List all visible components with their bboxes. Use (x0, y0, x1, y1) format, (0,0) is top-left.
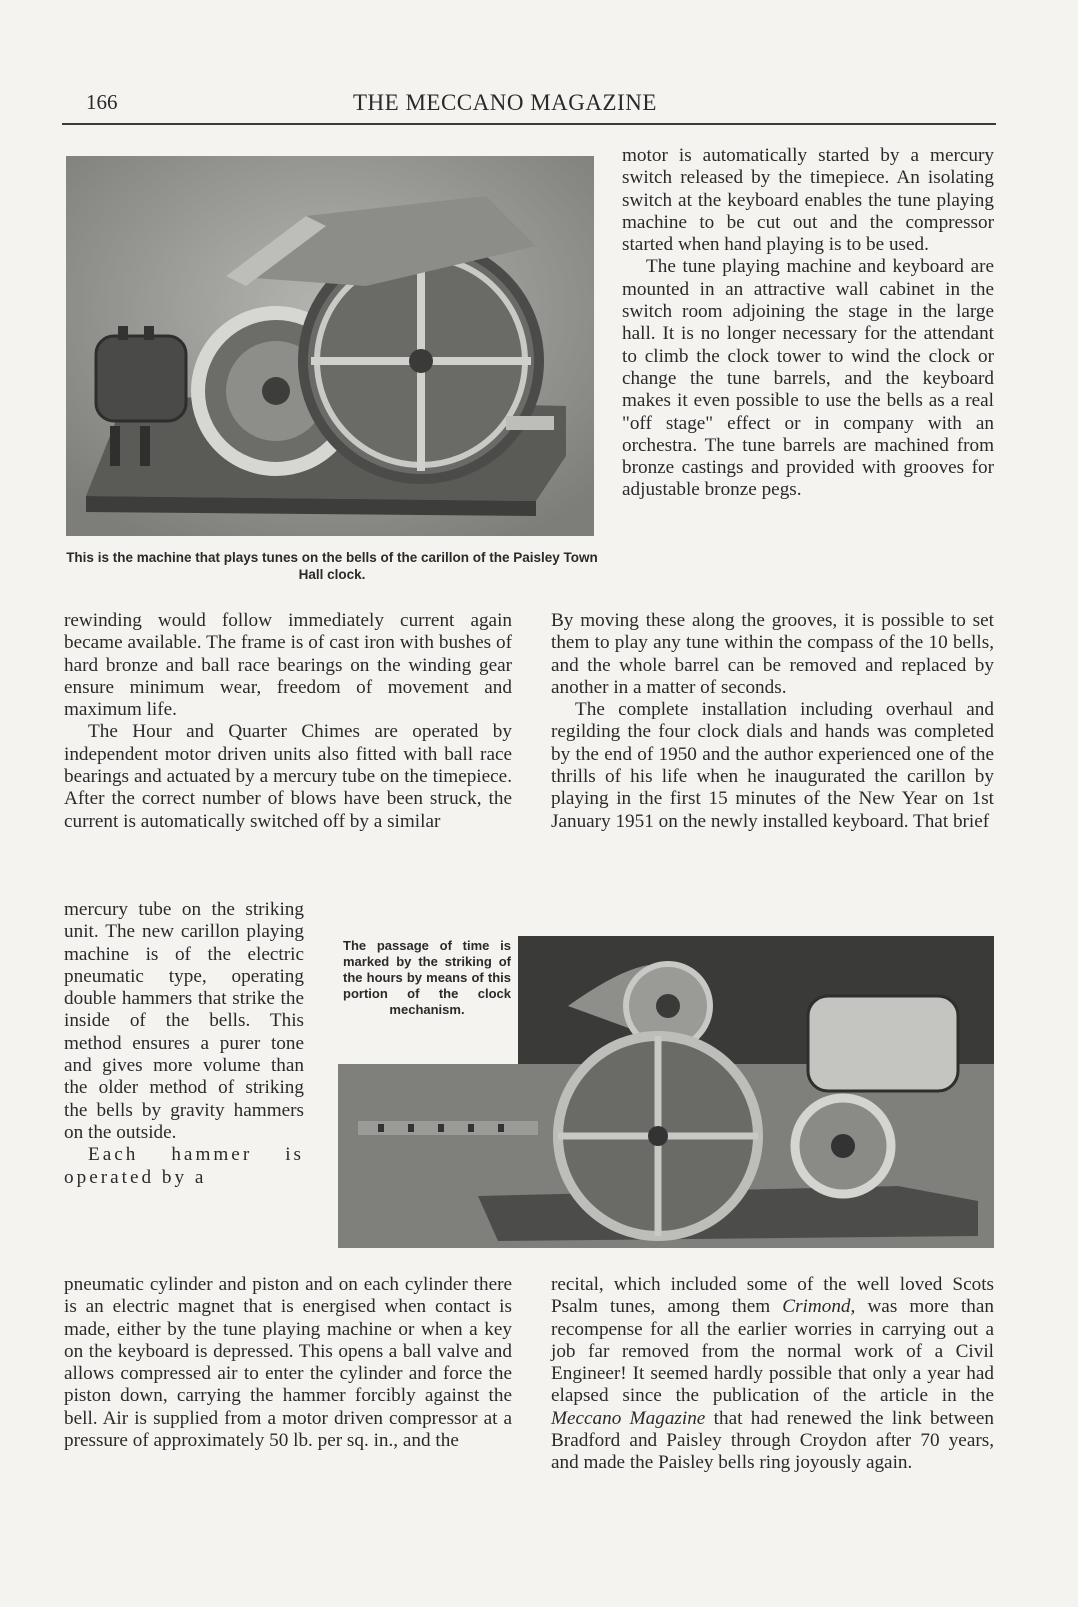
machine-illustration (66, 156, 594, 536)
paragraph: rewinding would follow immediately current again became available. The frame is of cast iron with bushes of hard bronze and ball race bearings on the winding gear ensure minimum wear, freedom of movement and maximum life. (64, 610, 512, 721)
paragraph: The tune playing machine and keyboard are mounted in an attractive wall cabinet in the switch room adjoining the stage in the large hall. It is no longer necessary for the attendant to climb the clock tower to wind the clock or change the tune barrels, and the keyboard makes it even possible to use the bells as a real "off stage" effect or in company with an orchestra. The tune barrels are machined from bronze castings and provided with grooves for adjustable bronze pegs. (622, 256, 994, 501)
italic-title-crimond: Crimond, (782, 1296, 856, 1318)
figure-caption-2: The passage of time is marked by the striking of the hours by means of this portion of the clock mechanism. (343, 938, 511, 1017)
paragraph: The Hour and Quarter Chimes are operated by independent motor driven units also fitted with ball race bearings and actuated by a mercury tube on the timepiece. After the correct number of blows have been struck, the current is automatically switched off by a similar (64, 721, 512, 832)
text-run: that had renewed the link between Bradford and Paisley through Croydon after 70 years, and made the Paisley bells ring joyously again. (551, 1407, 994, 1474)
paragraph: mercury tube on the striking unit. The new carillon playing machine is of the electric pneumatic type, operating double hammers that strike the inside of the bells. This method ensures a purer tone and gives more volume than the older method of striking the bells by gravity hammers on the outside. (64, 899, 304, 1143)
figure-caption-1: This is the machine that plays tunes on the bells of the carillon of the Paisley Town Hall clock. (66, 550, 598, 582)
text-column-right-middle (551, 610, 994, 833)
text-column-right-top (622, 145, 994, 502)
paragraph: pneumatic cylinder and piston and on each cylinder there is an electric magnet that is energised when contact is made, either by the tune playing machine or when a key on the keyboard is depressed. This opens a ball valve and allows compressed air to enter the cylinder and force the piston down, carrying the hammer forcibly against the bell. Air is supplied from a motor driven compressor at a pressure of approximately 50 lb. per sq. in., and the (64, 1274, 512, 1452)
magazine-title: THE MECCANO MAGAZINE (353, 90, 657, 115)
paragraph: motor is automatically started by a mercury switch released by the timepiece. An isolating switch at the keyboard enables the tune playing machine to be cut out and the compressor started when hand playing is to be used. (622, 145, 994, 256)
text-column-left-middle (64, 610, 512, 833)
paragraph: By moving these along the grooves, it is possible to set them to play any tune within the compass of the 10 bells, and the whole barrel can be removed and replaced by another in a matter of seconds. (551, 610, 994, 698)
paragraph: Each hammer is operated by a (64, 1144, 304, 1188)
text-column-left-bottom (64, 1274, 512, 1452)
italic-title-meccano-magazine: Meccano Magazine (551, 1407, 706, 1429)
text-column-left-narrow (64, 899, 304, 1189)
paragraph (551, 1274, 994, 1475)
text-run: was more than recompense for all the earlier worries in carrying out a job far removed from the normal work of a Civil Engineer! It seemed hardly possible that only a year had elapsed since the publication of the article in the (551, 1296, 994, 1407)
photo-tune-playing-machine (66, 156, 594, 536)
header-rule (62, 123, 996, 125)
text-run: recital, which included some of the well loved Scots Psalm tunes, among them (551, 1274, 994, 1318)
text-column-right-bottom (551, 1274, 994, 1475)
paragraph: The complete installation including overhaul and regilding the four clock dials and hands was completed by the end of 1950 and the author experienced one of the thrills of his life when he inaugurated the carillon by playing in the first 15 minutes of the New Year on 1st January 1951 on the newly installed keyboard. That brief (551, 699, 994, 832)
page-number: 166 (86, 90, 118, 114)
